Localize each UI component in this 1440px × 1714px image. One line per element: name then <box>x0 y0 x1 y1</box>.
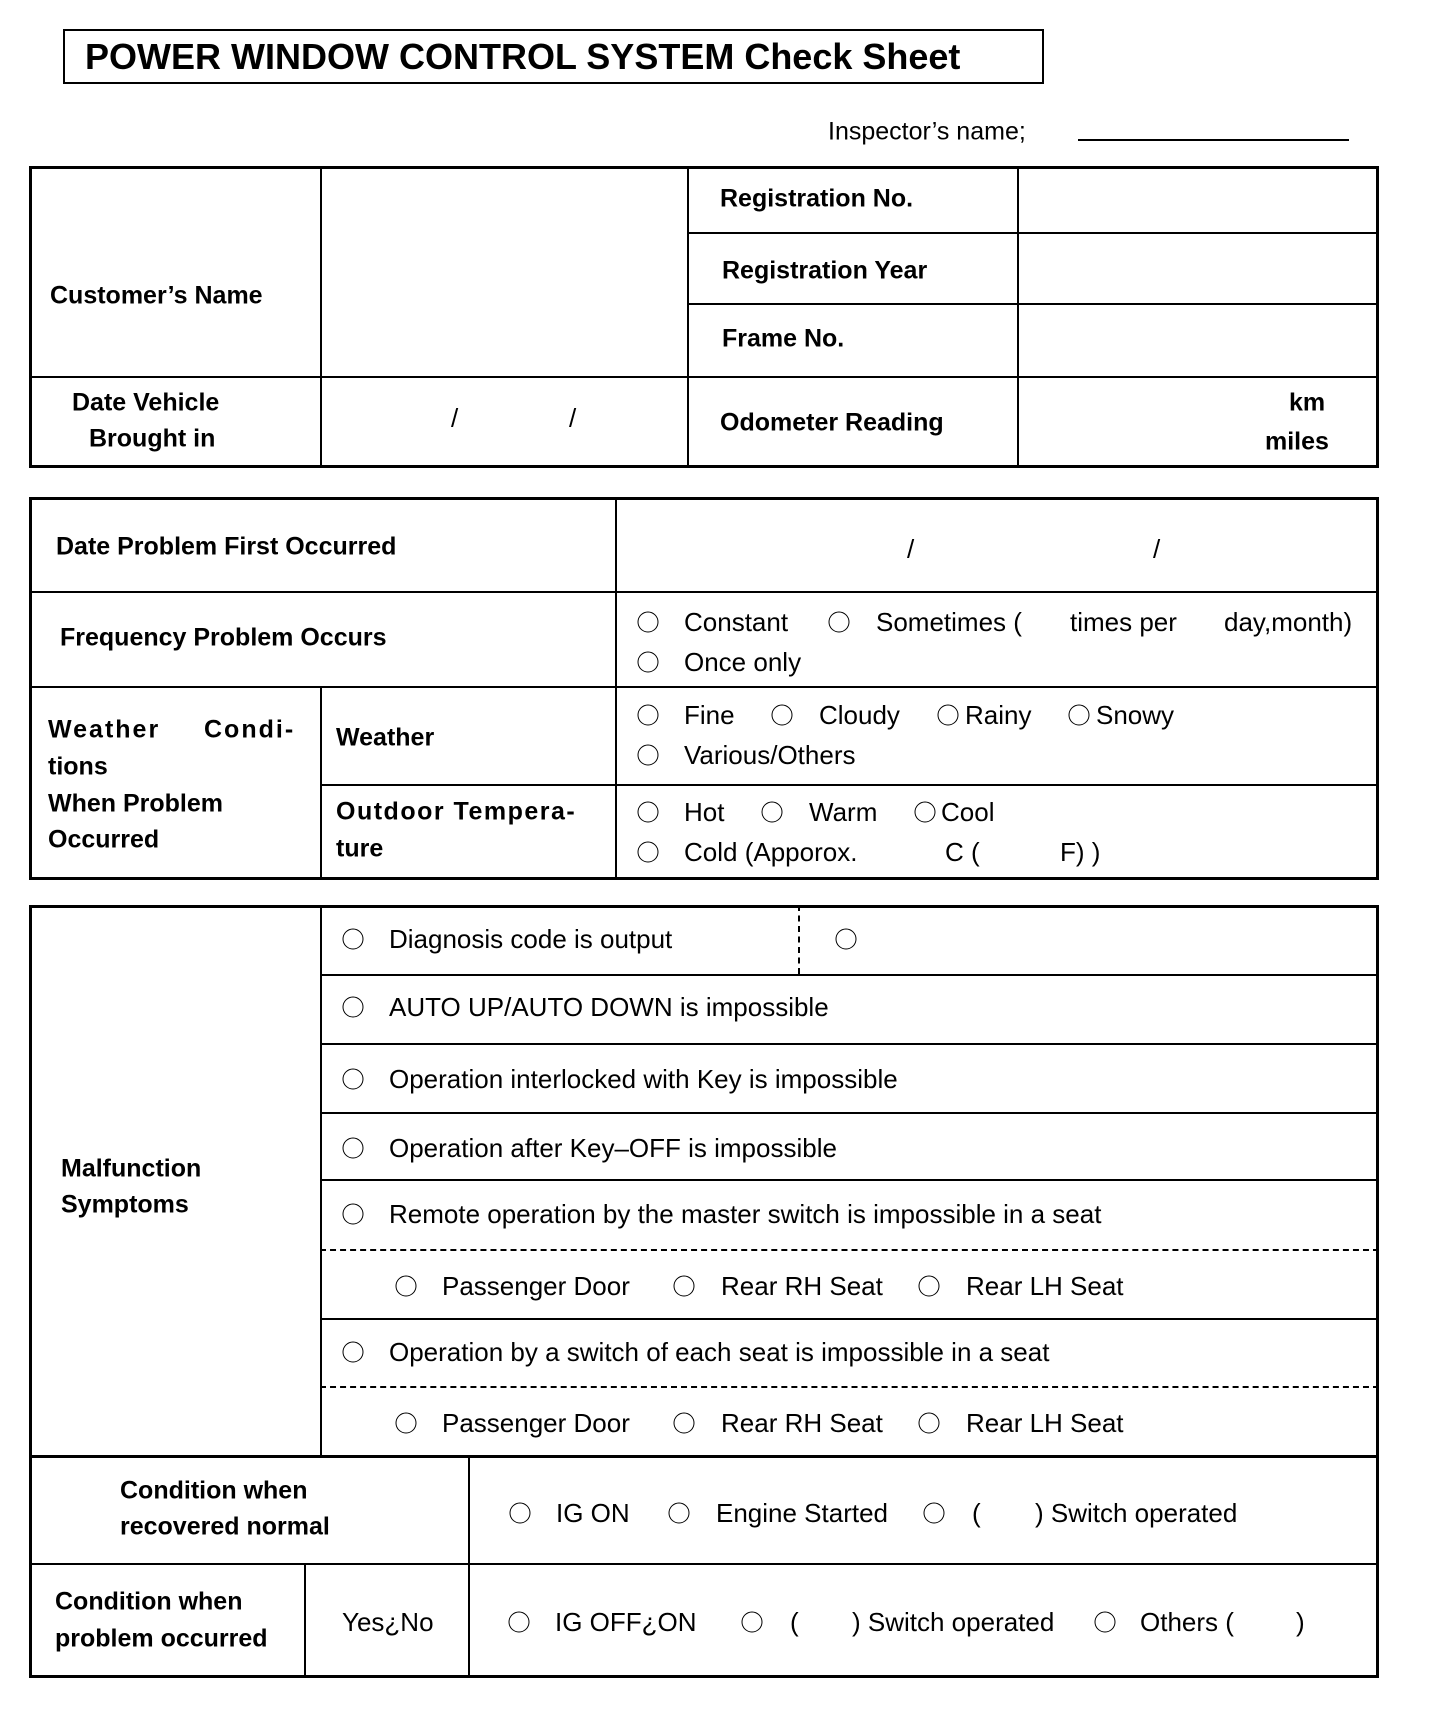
cold-label: Cold (Apporox. <box>684 837 858 867</box>
divider <box>29 686 1379 688</box>
radio-warm[interactable] <box>762 802 783 823</box>
recovered-label: recovered normal <box>120 1512 330 1541</box>
inspector-name-field[interactable] <box>1078 139 1349 141</box>
occurred-label: problem occurred <box>55 1624 268 1653</box>
radio-hot[interactable] <box>638 802 659 823</box>
weather-label: Weather <box>336 723 435 752</box>
inspector-label: Inspector’s name; <box>828 117 1026 146</box>
frame-no-label: Frame No. <box>722 324 845 353</box>
radio-symptom-remote[interactable] <box>343 1204 364 1225</box>
seat-label: Rear RH Seat <box>721 1408 883 1438</box>
paren-label: ( <box>790 1607 799 1637</box>
odometer-label: Odometer Reading <box>720 408 944 437</box>
customer-name-label: Customer’s Name <box>50 281 263 310</box>
weather-conditions-label: Weather <box>48 715 161 744</box>
seat-label: Rear LH Seat <box>966 1271 1124 1301</box>
fahrenheit-label: F) ) <box>1060 837 1101 867</box>
symptom-label: Operation after Key–OFF is impossible <box>389 1133 837 1163</box>
switch-operated-label: ) Switch operated <box>852 1607 1055 1637</box>
radio-seat-rear-rh[interactable] <box>674 1276 695 1297</box>
divider <box>320 1318 1379 1320</box>
radio-seat-rear-lh[interactable] <box>919 1276 940 1297</box>
seat-label: Rear LH Seat <box>966 1408 1124 1438</box>
miles-unit: miles <box>1265 427 1329 456</box>
page-title: POWER WINDOW CONTROL SYSTEM Check Sheet <box>63 29 1044 84</box>
others-label: Others ( <box>1140 1607 1234 1637</box>
radio-cloudy[interactable] <box>772 705 793 726</box>
radio-seat-passenger[interactable] <box>396 1276 417 1297</box>
divider <box>29 1455 1379 1458</box>
vehicle-info-table <box>29 166 1379 468</box>
symptom-label: Diagnosis code is output <box>389 924 673 954</box>
day-month-label: day,month) <box>1224 607 1353 637</box>
ig-on-label: IG ON <box>556 1498 630 1528</box>
weather-conditions-label: When Problem <box>48 789 224 818</box>
various-label: Various/Others <box>684 740 856 770</box>
date-brought-label: Brought in <box>89 424 216 453</box>
radio-cool[interactable] <box>915 802 936 823</box>
divider <box>29 591 1379 593</box>
radio-others[interactable] <box>1095 1612 1116 1633</box>
divider <box>29 376 1379 378</box>
radio-switch-operated[interactable] <box>742 1612 763 1633</box>
occurred-label: Condition when <box>55 1587 243 1616</box>
close-paren-label: ) <box>1296 1607 1305 1637</box>
malfunction-label: Malfunction <box>61 1154 202 1183</box>
radio-cold[interactable] <box>638 842 659 863</box>
divider <box>304 1563 306 1678</box>
date-slash: / <box>569 403 577 433</box>
yes-no-label: Yes¿No <box>342 1607 434 1637</box>
radio-diagnosis-code[interactable] <box>836 929 857 950</box>
sometimes-label: Sometimes ( <box>876 607 1022 637</box>
divider <box>687 166 689 468</box>
divider <box>687 232 1379 234</box>
radio-fine[interactable] <box>638 705 659 726</box>
seat-label: Passenger Door <box>442 1408 630 1438</box>
seat-label: Passenger Door <box>442 1271 630 1301</box>
divider <box>687 303 1379 305</box>
registration-year-label: Registration Year <box>722 256 928 285</box>
date-slash: / <box>907 534 915 564</box>
seat-label: Rear RH Seat <box>721 1271 883 1301</box>
radio-seat-rear-lh[interactable] <box>919 1413 940 1434</box>
weather-conditions-label: Condi- <box>204 715 296 744</box>
radio-snowy[interactable] <box>1069 705 1090 726</box>
date-slash: / <box>451 403 459 433</box>
radio-symptom-each-seat[interactable] <box>343 1342 364 1363</box>
cloudy-label: Cloudy <box>819 700 900 730</box>
outdoor-temp-label: ture <box>336 834 384 863</box>
divider <box>615 497 617 880</box>
fine-label: Fine <box>684 700 735 730</box>
radio-rainy[interactable] <box>938 705 959 726</box>
ig-off-on-label: IG OFF¿ON <box>555 1607 697 1637</box>
customer-name-field[interactable] <box>322 170 685 374</box>
divider <box>320 784 1379 786</box>
radio-symptom-key[interactable] <box>343 1069 364 1090</box>
cool-label: Cool <box>941 797 995 827</box>
radio-engine-started[interactable] <box>669 1503 690 1524</box>
hot-label: Hot <box>684 797 725 827</box>
divider <box>320 686 322 880</box>
divider <box>320 1112 1379 1114</box>
malfunction-label: Symptoms <box>61 1190 189 1219</box>
km-unit: km <box>1289 388 1326 417</box>
switch-operated-label: ) Switch operated <box>1035 1498 1238 1528</box>
radio-ig-on[interactable] <box>510 1503 531 1524</box>
rainy-label: Rainy <box>965 700 1032 730</box>
divider <box>320 1179 1379 1181</box>
divider <box>320 1043 1379 1045</box>
times-per-label: times per <box>1070 607 1177 637</box>
date-first-label: Date Problem First Occurred <box>56 532 397 561</box>
date-slash: / <box>1153 534 1161 564</box>
symptom-label: Operation interlocked with Key is impossible <box>389 1064 898 1094</box>
divider <box>468 1455 470 1678</box>
symptom-label: Operation by a switch of each seat is impossible in a seat <box>389 1337 1050 1367</box>
divider <box>29 1563 1379 1565</box>
symptom-label: AUTO UP/AUTO DOWN is impossible <box>389 992 829 1022</box>
celsius-label: C ( <box>945 837 980 867</box>
radio-constant[interactable] <box>638 612 659 633</box>
radio-symptom-auto[interactable] <box>343 997 364 1018</box>
divider <box>320 1249 1379 1251</box>
constant-label: Constant <box>684 607 789 637</box>
paren-label: ( <box>972 1498 981 1528</box>
divider <box>320 1386 1379 1388</box>
divider <box>798 905 800 974</box>
registration-no-label: Registration No. <box>720 184 914 213</box>
warm-label: Warm <box>809 797 878 827</box>
radio-ig-off-on[interactable] <box>509 1612 530 1633</box>
divider <box>1017 166 1019 468</box>
radio-seat-rear-rh[interactable] <box>674 1413 695 1434</box>
outdoor-temp-label: Outdoor Tempera- <box>336 797 577 826</box>
divider <box>320 974 1379 976</box>
radio-symptom-key-off[interactable] <box>343 1138 364 1159</box>
radio-once-only[interactable] <box>638 652 659 673</box>
radio-symptom-diagnosis[interactable] <box>343 929 364 950</box>
radio-various[interactable] <box>638 745 659 766</box>
engine-started-label: Engine Started <box>716 1498 889 1528</box>
frequency-label: Frequency Problem Occurs <box>60 623 387 652</box>
radio-sometimes[interactable] <box>829 612 850 633</box>
date-brought-label: Date Vehicle <box>72 388 220 417</box>
weather-conditions-label: Occurred <box>48 825 160 854</box>
weather-conditions-label: tions <box>48 752 108 781</box>
symptom-label: Remote operation by the master switch is impossible in a seat <box>389 1199 1102 1229</box>
radio-seat-passenger[interactable] <box>396 1413 417 1434</box>
recovered-label: Condition when <box>120 1476 308 1505</box>
snowy-label: Snowy <box>1096 700 1175 730</box>
radio-switch-operated[interactable] <box>924 1503 945 1524</box>
once-only-label: Once only <box>684 647 802 677</box>
